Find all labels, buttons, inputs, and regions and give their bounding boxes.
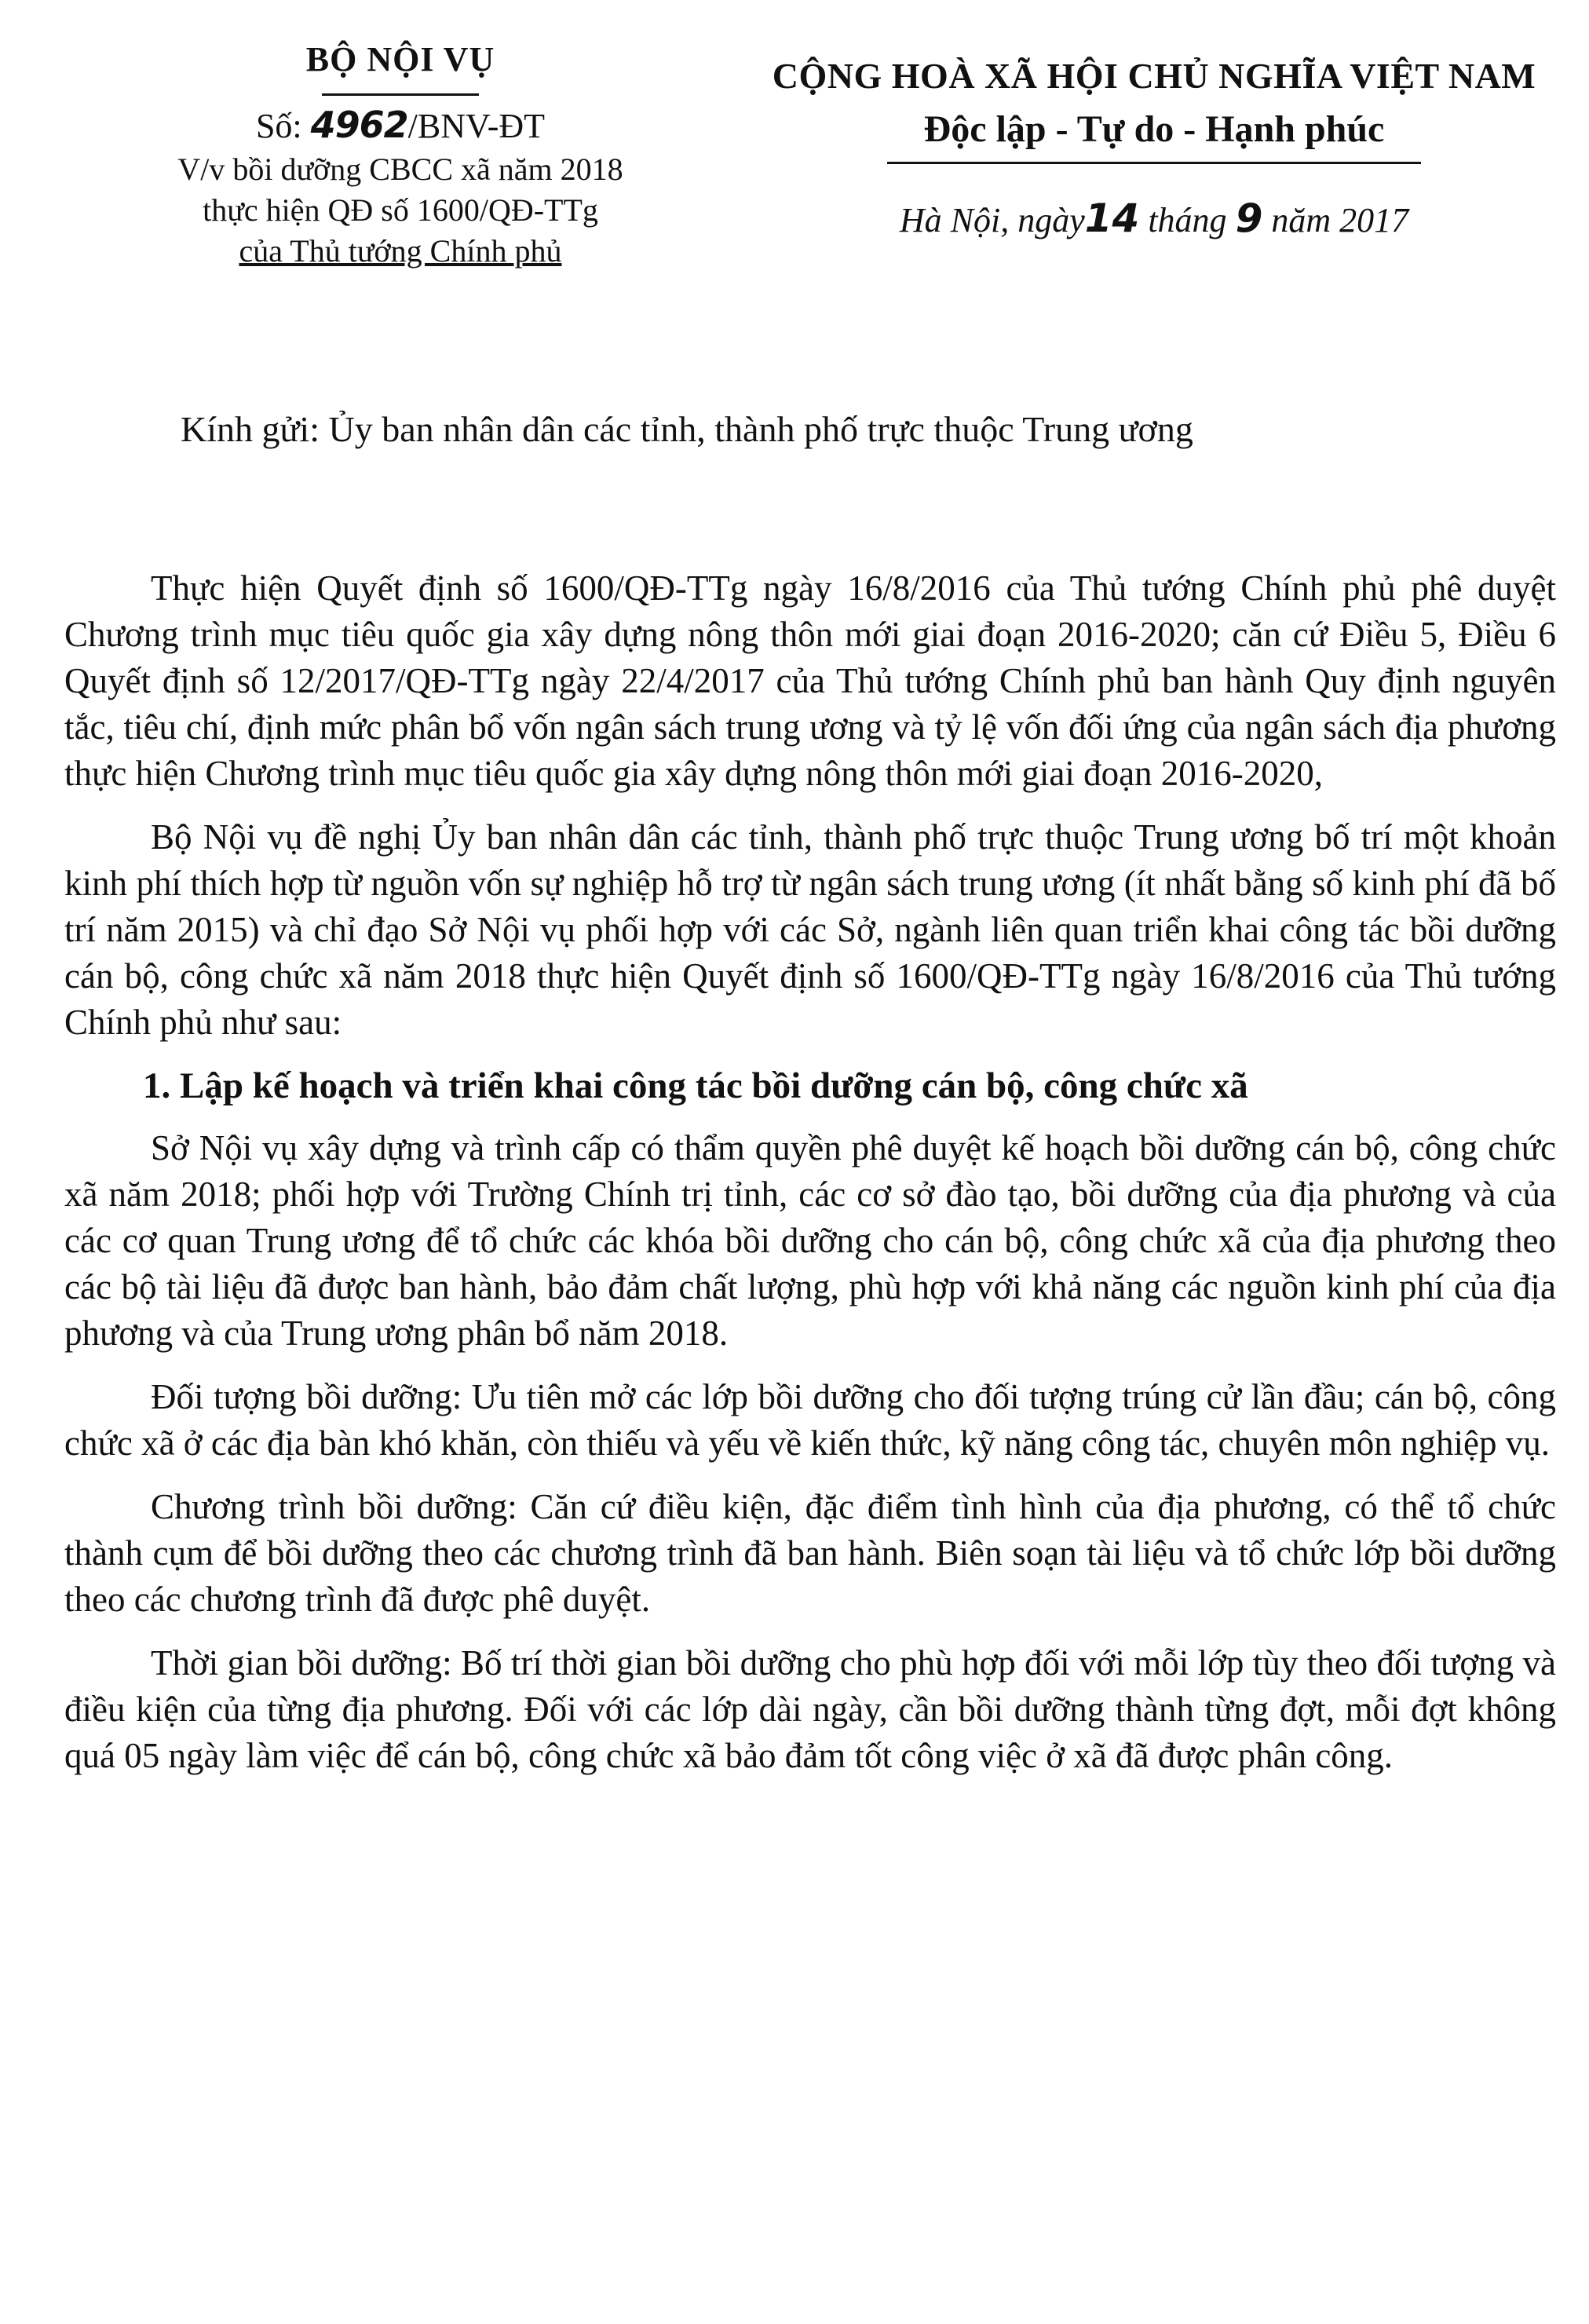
document-subject <box>118 149 683 272</box>
day-handwritten: 14 <box>1084 195 1140 241</box>
body-paragraph: Thời gian bồi dưỡng: Bố trí thời gian bồi dưỡng cho phù hợp đối với mỗi lớp tùy theo đối tượng và điều kiện của từng địa phương. Đối với các lớp dài ngày, cần bồi dưỡng thành từng đợt, mỗi đợt không quá 05 ngày làm việc để cán bộ, công chức xã bảo đảm tốt công việc ở xã đã được phân công. <box>64 1643 1556 1775</box>
doc-number-prefix: Số: <box>255 107 302 145</box>
place-prefix: Hà Nội, ngày <box>899 201 1085 239</box>
document-number <box>118 104 683 146</box>
subject-line: thực hiện QĐ số 1600/QĐ-TTg <box>203 192 598 228</box>
subject-line: của Thủ tướng Chính phủ <box>239 233 562 269</box>
national-motto: Độc lập - Tự do - Hạnh phúc <box>923 108 1385 150</box>
section-heading: 1. Lập kế hoạch và triển khai công tác bồi dưỡng cán bộ, công chức xã <box>143 1065 1248 1106</box>
national-header-block <box>738 55 1570 241</box>
recipient-line: Kính gửi: Ủy ban nhân dân các tỉnh, thành phố trực thuộc Trung ương <box>181 409 1193 449</box>
body-paragraph: Thực hiện Quyết định số 1600/QĐ-TTg ngày 16/8/2016 của Thủ tướng Chính phủ phê duyệt Chương trình mục tiêu quốc gia xây dựng nông thôn mới giai đoạn 2016-2020; căn cứ Điều 5, Điều 6 Quyết định số 12/2017/QĐ-TTg ngày 22/4/2017 của Thủ tướng Chính phủ ban hành Quy định nguyên tắc, tiêu chí, định mức phân bổ vốn ngân sách trung ương và tỷ lệ vốn đối ứng của ngân sách địa phương thực hiện Chương trình mục tiêu quốc gia xây dựng nông thôn mới giai đoạn 2016-2020, <box>64 568 1556 793</box>
body-paragraph: Bộ Nội vụ đề nghị Ủy ban nhân dân các tỉnh, thành phố trực thuộc Trung ương bố trí một khoản kinh phí thích hợp từ nguồn vốn sự nghiệp hỗ trợ từ ngân sách trung ương (ít nhất bằng số kinh phí đã bố trí năm 2015) và chỉ đạo Sở Nội vụ phối hợp với các Sở, ngành liên quan triển khai công tác bồi dưỡng cán bộ, công chức xã năm 2018 thực hiện Quyết định số 1600/QĐ-TTg ngày 16/8/2016 của Thủ tướng Chính phủ như sau: <box>64 817 1556 1042</box>
nation-title: CỘNG HOÀ XÃ HỘI CHỦ NGHĨA VIỆT NAM <box>772 56 1536 96</box>
agency-underline <box>322 93 479 96</box>
motto-underline <box>887 162 1421 164</box>
month-handwritten: 9 <box>1235 195 1263 241</box>
subject-line: V/v bồi dưỡng CBCC xã năm 2018 <box>177 152 623 187</box>
body-paragraph: Chương trình bồi dưỡng: Căn cứ điều kiện, đặc điểm tình hình của địa phương, có thể tổ chức thành cụm để bồi dưỡng theo các chương trình đã ban hành. Biên soạn tài liệu và tổ chức lớp bồi dưỡng theo các chương trình đã được phê duyệt. <box>64 1487 1556 1619</box>
agency-name: BỘ NỘI VỤ <box>305 40 495 79</box>
doc-number-suffix: /BNV-ĐT <box>407 107 546 145</box>
body-paragraph: Đối tượng bồi dưỡng: Ưu tiên mở các lớp bồi dưỡng cho đối tượng trúng cử lần đầu; cán bộ, công chức xã ở các địa bàn khó khăn, còn thiếu và yếu về kiến thức, kỹ năng công tác, chuyên môn nghiệp vụ. <box>64 1377 1556 1463</box>
body-paragraph: Sở Nội vụ xây dựng và trình cấp có thẩm quyền phê duyệt kế hoạch bồi dưỡng cán bộ, công chức xã năm 2018; phối hợp với Trường Chính trị tỉnh, các cơ sở đào tạo, bồi dưỡng của địa phương và của các cơ quan Trung ương để tổ chức các khóa bồi dưỡng cho cán bộ, công chức xã của địa phương theo các bộ tài liệu đã được ban hành, bảo đảm chất lượng, phù hợp với khả năng các nguồn kinh phí của địa phương và của Trung ương phân bổ năm 2018. <box>64 1128 1556 1353</box>
doc-number-handwritten: 4962 <box>310 104 408 146</box>
month-label: tháng <box>1148 201 1227 239</box>
year-text: năm 2017 <box>1271 201 1409 239</box>
document-body <box>64 565 1556 1796</box>
place-and-date <box>738 195 1570 241</box>
issuing-agency-block <box>118 39 683 272</box>
